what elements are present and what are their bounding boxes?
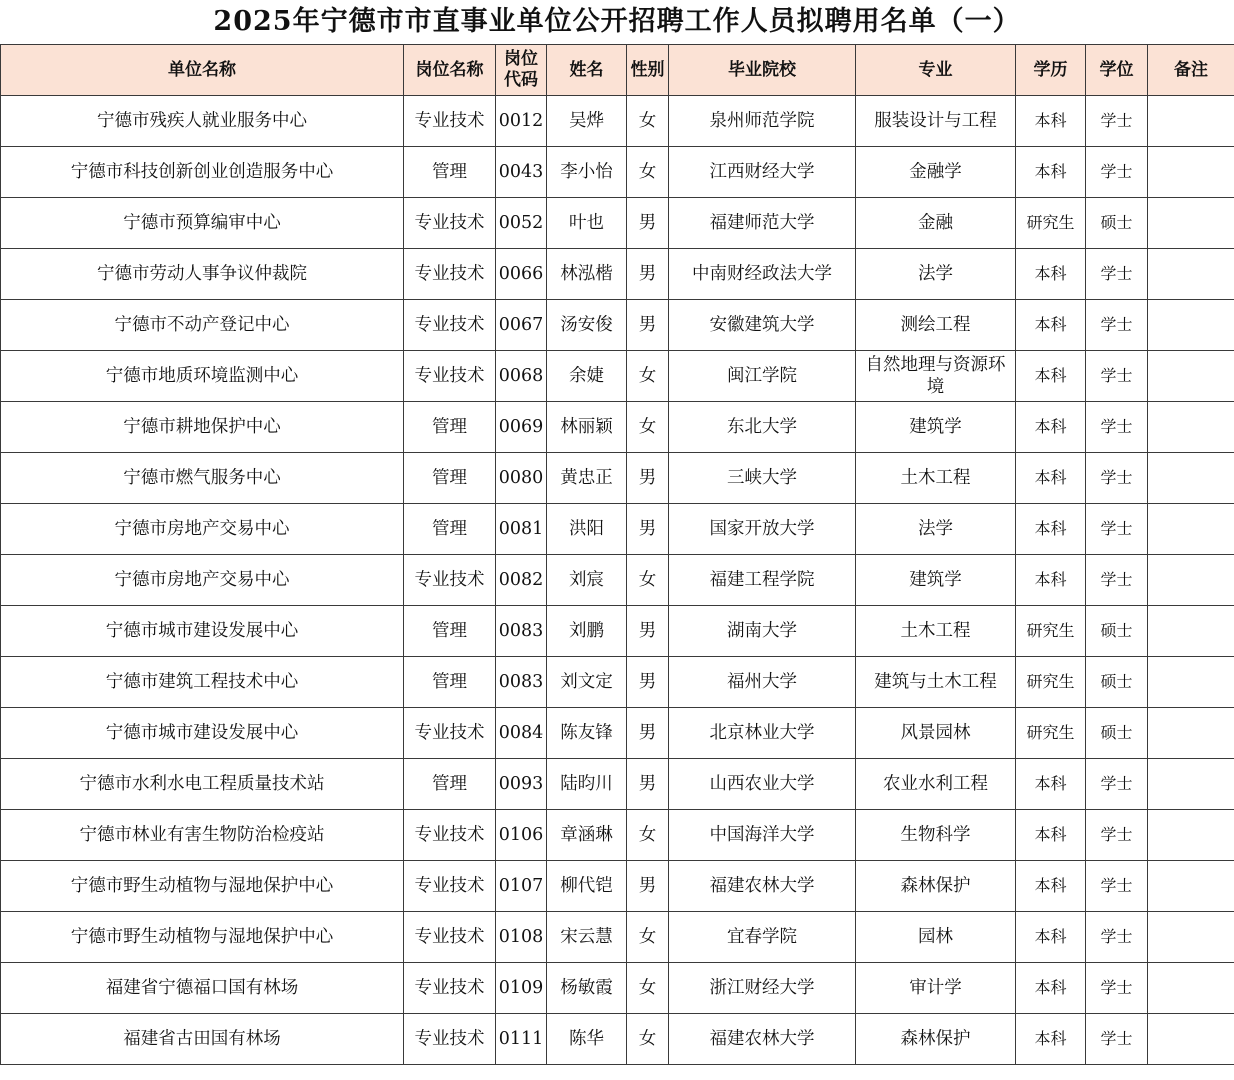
major-cell: 法学 — [856, 249, 1016, 300]
major-cell: 园林 — [856, 912, 1016, 963]
major-cell: 森林保护 — [856, 1014, 1016, 1065]
post-code-header: 岗位代码 — [496, 45, 547, 96]
remark-cell — [1148, 810, 1234, 861]
post-cell: 专业技术 — [404, 912, 496, 963]
post-code-cell: 0052 — [496, 198, 547, 249]
degree-cell: 学士 — [1086, 810, 1148, 861]
education-cell: 本科 — [1016, 402, 1086, 453]
education-cell: 本科 — [1016, 810, 1086, 861]
degree-cell: 学士 — [1086, 861, 1148, 912]
post-cell: 专业技术 — [404, 96, 496, 147]
school-cell: 福建农林大学 — [669, 1014, 856, 1065]
table-row — [1, 963, 1234, 1014]
table-row — [1, 810, 1234, 861]
gender-cell: 女 — [627, 351, 669, 402]
unit-cell: 宁德市野生动植物与湿地保护中心 — [1, 912, 404, 963]
unit-cell: 宁德市燃气服务中心 — [1, 453, 404, 504]
name-cell: 陈华 — [547, 1014, 627, 1065]
name-cell: 柳代铠 — [547, 861, 627, 912]
post-code-cell: 0066 — [496, 249, 547, 300]
unit-cell: 福建省宁德福口国有林场 — [1, 963, 404, 1014]
table-header — [1, 45, 1234, 96]
degree-cell: 学士 — [1086, 912, 1148, 963]
hiring-table — [0, 44, 1234, 1065]
post-code-cell: 0107 — [496, 861, 547, 912]
education-header: 学历 — [1016, 45, 1086, 96]
major-cell: 森林保护 — [856, 861, 1016, 912]
remark-header: 备注 — [1148, 45, 1234, 96]
name-cell: 刘鹏 — [547, 606, 627, 657]
unit-cell: 福建省古田国有林场 — [1, 1014, 404, 1065]
major-cell: 土木工程 — [856, 606, 1016, 657]
remark-cell — [1148, 402, 1234, 453]
unit-cell: 宁德市房地产交易中心 — [1, 555, 404, 606]
school-cell: 三峡大学 — [669, 453, 856, 504]
education-cell: 本科 — [1016, 147, 1086, 198]
table-row — [1, 402, 1234, 453]
remark-cell — [1148, 351, 1234, 402]
unit-cell: 宁德市林业有害生物防治检疫站 — [1, 810, 404, 861]
name-cell: 章涵琳 — [547, 810, 627, 861]
major-header: 专业 — [856, 45, 1016, 96]
education-cell: 本科 — [1016, 861, 1086, 912]
education-cell: 本科 — [1016, 963, 1086, 1014]
major-cell: 建筑与土木工程 — [856, 657, 1016, 708]
post-code-cell: 0069 — [496, 402, 547, 453]
table-row — [1, 759, 1234, 810]
name-cell: 洪阳 — [547, 504, 627, 555]
school-cell: 福建农林大学 — [669, 861, 856, 912]
unit-cell: 宁德市城市建设发展中心 — [1, 708, 404, 759]
major-cell: 法学 — [856, 504, 1016, 555]
table-row — [1, 147, 1234, 198]
remark-cell — [1148, 249, 1234, 300]
post-code-cell: 0043 — [496, 147, 547, 198]
post-code-cell: 0108 — [496, 912, 547, 963]
post-code-cell: 0093 — [496, 759, 547, 810]
post-code-cell: 0080 — [496, 453, 547, 504]
table-row — [1, 555, 1234, 606]
name-cell: 林泓楷 — [547, 249, 627, 300]
name-cell: 陈友锋 — [547, 708, 627, 759]
education-cell: 本科 — [1016, 300, 1086, 351]
post-cell: 管理 — [404, 759, 496, 810]
remark-cell — [1148, 147, 1234, 198]
post-cell: 管理 — [404, 504, 496, 555]
unit-cell: 宁德市预算编审中心 — [1, 198, 404, 249]
unit-cell: 宁德市不动产登记中心 — [1, 300, 404, 351]
unit-header: 单位名称 — [1, 45, 404, 96]
post-code-cell: 0083 — [496, 657, 547, 708]
gender-cell: 男 — [627, 759, 669, 810]
school-cell: 中国海洋大学 — [669, 810, 856, 861]
name-cell: 余婕 — [547, 351, 627, 402]
post-code-cell: 0083 — [496, 606, 547, 657]
table-row — [1, 912, 1234, 963]
post-cell: 专业技术 — [404, 963, 496, 1014]
post-cell: 专业技术 — [404, 351, 496, 402]
post-code-cell: 0082 — [496, 555, 547, 606]
degree-cell: 学士 — [1086, 402, 1148, 453]
remark-cell — [1148, 963, 1234, 1014]
education-cell: 研究生 — [1016, 198, 1086, 249]
major-cell: 自然地理与资源环境 — [856, 351, 1016, 402]
degree-cell: 学士 — [1086, 504, 1148, 555]
gender-cell: 女 — [627, 810, 669, 861]
post-code-cell: 0081 — [496, 504, 547, 555]
post-cell: 管理 — [404, 657, 496, 708]
unit-cell: 宁德市科技创新创业创造服务中心 — [1, 147, 404, 198]
post-cell: 专业技术 — [404, 249, 496, 300]
degree-cell: 硕士 — [1086, 657, 1148, 708]
gender-cell: 男 — [627, 708, 669, 759]
school-header: 毕业院校 — [669, 45, 856, 96]
post-cell: 管理 — [404, 453, 496, 504]
major-cell: 建筑学 — [856, 402, 1016, 453]
major-cell: 金融 — [856, 198, 1016, 249]
gender-cell: 男 — [627, 453, 669, 504]
major-cell: 测绘工程 — [856, 300, 1016, 351]
unit-cell: 宁德市水利水电工程质量技术站 — [1, 759, 404, 810]
name-cell: 杨敏霞 — [547, 963, 627, 1014]
post-code-cell: 0111 — [496, 1014, 547, 1065]
education-cell: 本科 — [1016, 351, 1086, 402]
major-cell: 土木工程 — [856, 453, 1016, 504]
education-cell: 本科 — [1016, 1014, 1086, 1065]
remark-cell — [1148, 912, 1234, 963]
table-row — [1, 96, 1234, 147]
table-row — [1, 300, 1234, 351]
degree-header: 学位 — [1086, 45, 1148, 96]
gender-cell: 女 — [627, 963, 669, 1014]
table-row — [1, 504, 1234, 555]
degree-cell: 学士 — [1086, 96, 1148, 147]
gender-cell: 女 — [627, 147, 669, 198]
page-title: 2025年宁德市市直事业单位公开招聘工作人员拟聘用名单（一） — [213, 6, 1021, 37]
post-cell: 专业技术 — [404, 300, 496, 351]
post-code-cell: 0068 — [496, 351, 547, 402]
unit-cell: 宁德市房地产交易中心 — [1, 504, 404, 555]
major-cell: 建筑学 — [856, 555, 1016, 606]
name-cell: 李小怡 — [547, 147, 627, 198]
name-cell: 刘宸 — [547, 555, 627, 606]
education-cell: 本科 — [1016, 555, 1086, 606]
gender-cell: 女 — [627, 555, 669, 606]
school-cell: 福建工程学院 — [669, 555, 856, 606]
education-cell: 研究生 — [1016, 708, 1086, 759]
school-cell: 东北大学 — [669, 402, 856, 453]
degree-cell: 学士 — [1086, 249, 1148, 300]
name-cell: 叶也 — [547, 198, 627, 249]
post-code-cell: 0067 — [496, 300, 547, 351]
major-cell: 审计学 — [856, 963, 1016, 1014]
remark-cell — [1148, 759, 1234, 810]
post-header: 岗位名称 — [404, 45, 496, 96]
remark-cell — [1148, 504, 1234, 555]
post-cell: 专业技术 — [404, 198, 496, 249]
school-cell: 北京林业大学 — [669, 708, 856, 759]
major-cell: 生物科学 — [856, 810, 1016, 861]
table-body — [1, 96, 1234, 1065]
post-cell: 专业技术 — [404, 861, 496, 912]
post-cell: 专业技术 — [404, 708, 496, 759]
name-cell: 黄忠正 — [547, 453, 627, 504]
unit-cell: 宁德市野生动植物与湿地保护中心 — [1, 861, 404, 912]
school-cell: 江西财经大学 — [669, 147, 856, 198]
gender-cell: 男 — [627, 198, 669, 249]
name-cell: 刘文定 — [547, 657, 627, 708]
post-code-cell: 0012 — [496, 96, 547, 147]
gender-cell: 男 — [627, 606, 669, 657]
name-cell: 汤安俊 — [547, 300, 627, 351]
degree-cell: 学士 — [1086, 300, 1148, 351]
school-cell: 山西农业大学 — [669, 759, 856, 810]
table-row — [1, 249, 1234, 300]
table-row — [1, 861, 1234, 912]
education-cell: 本科 — [1016, 504, 1086, 555]
education-cell: 本科 — [1016, 912, 1086, 963]
gender-cell: 女 — [627, 1014, 669, 1065]
post-cell: 专业技术 — [404, 810, 496, 861]
degree-cell: 学士 — [1086, 351, 1148, 402]
education-cell: 本科 — [1016, 453, 1086, 504]
school-cell: 福州大学 — [669, 657, 856, 708]
school-cell: 泉州师范学院 — [669, 96, 856, 147]
school-cell: 中南财经政法大学 — [669, 249, 856, 300]
unit-cell: 宁德市耕地保护中心 — [1, 402, 404, 453]
remark-cell — [1148, 708, 1234, 759]
remark-cell — [1148, 300, 1234, 351]
degree-cell: 学士 — [1086, 1014, 1148, 1065]
gender-cell: 女 — [627, 912, 669, 963]
header-row — [1, 45, 1234, 96]
gender-cell: 男 — [627, 861, 669, 912]
education-cell: 研究生 — [1016, 606, 1086, 657]
remark-cell — [1148, 453, 1234, 504]
post-code-cell: 0106 — [496, 810, 547, 861]
education-cell: 本科 — [1016, 249, 1086, 300]
degree-cell: 学士 — [1086, 963, 1148, 1014]
education-cell: 本科 — [1016, 96, 1086, 147]
remark-cell — [1148, 555, 1234, 606]
major-cell: 服装设计与工程 — [856, 96, 1016, 147]
name-cell: 吴烨 — [547, 96, 627, 147]
table-row — [1, 657, 1234, 708]
table-row — [1, 351, 1234, 402]
school-cell: 安徽建筑大学 — [669, 300, 856, 351]
table-row — [1, 1014, 1234, 1065]
school-cell: 闽江学院 — [669, 351, 856, 402]
post-cell: 管理 — [404, 147, 496, 198]
unit-cell: 宁德市建筑工程技术中心 — [1, 657, 404, 708]
gender-cell: 女 — [627, 402, 669, 453]
degree-cell: 学士 — [1086, 453, 1148, 504]
degree-cell: 学士 — [1086, 147, 1148, 198]
gender-cell: 女 — [627, 96, 669, 147]
unit-cell: 宁德市地质环境监测中心 — [1, 351, 404, 402]
school-cell: 宜春学院 — [669, 912, 856, 963]
degree-cell: 学士 — [1086, 555, 1148, 606]
post-code-cell: 0084 — [496, 708, 547, 759]
degree-cell: 硕士 — [1086, 606, 1148, 657]
remark-cell — [1148, 198, 1234, 249]
table-row — [1, 453, 1234, 504]
name-cell: 陆昀川 — [547, 759, 627, 810]
degree-cell: 硕士 — [1086, 198, 1148, 249]
name-cell: 宋云慧 — [547, 912, 627, 963]
table-row — [1, 198, 1234, 249]
post-cell: 专业技术 — [404, 555, 496, 606]
education-cell: 本科 — [1016, 759, 1086, 810]
degree-cell: 学士 — [1086, 759, 1148, 810]
post-cell: 管理 — [404, 606, 496, 657]
unit-cell: 宁德市残疾人就业服务中心 — [1, 96, 404, 147]
unit-cell: 宁德市劳动人事争议仲裁院 — [1, 249, 404, 300]
gender-cell: 男 — [627, 249, 669, 300]
post-cell: 管理 — [404, 402, 496, 453]
school-cell: 福建师范大学 — [669, 198, 856, 249]
name-cell: 林丽颖 — [547, 402, 627, 453]
remark-cell — [1148, 861, 1234, 912]
post-code-cell: 0109 — [496, 963, 547, 1014]
gender-header: 性别 — [627, 45, 669, 96]
name-header: 姓名 — [547, 45, 627, 96]
major-cell: 风景园林 — [856, 708, 1016, 759]
table-row — [1, 606, 1234, 657]
remark-cell — [1148, 1014, 1234, 1065]
remark-cell — [1148, 657, 1234, 708]
major-cell: 农业水利工程 — [856, 759, 1016, 810]
gender-cell: 男 — [627, 504, 669, 555]
school-cell: 国家开放大学 — [669, 504, 856, 555]
gender-cell: 男 — [627, 657, 669, 708]
school-cell: 浙江财经大学 — [669, 963, 856, 1014]
school-cell: 湖南大学 — [669, 606, 856, 657]
education-cell: 研究生 — [1016, 657, 1086, 708]
major-cell: 金融学 — [856, 147, 1016, 198]
remark-cell — [1148, 606, 1234, 657]
degree-cell: 硕士 — [1086, 708, 1148, 759]
remark-cell — [1148, 96, 1234, 147]
unit-cell: 宁德市城市建设发展中心 — [1, 606, 404, 657]
post-cell: 专业技术 — [404, 1014, 496, 1065]
gender-cell: 男 — [627, 300, 669, 351]
table-row — [1, 708, 1234, 759]
